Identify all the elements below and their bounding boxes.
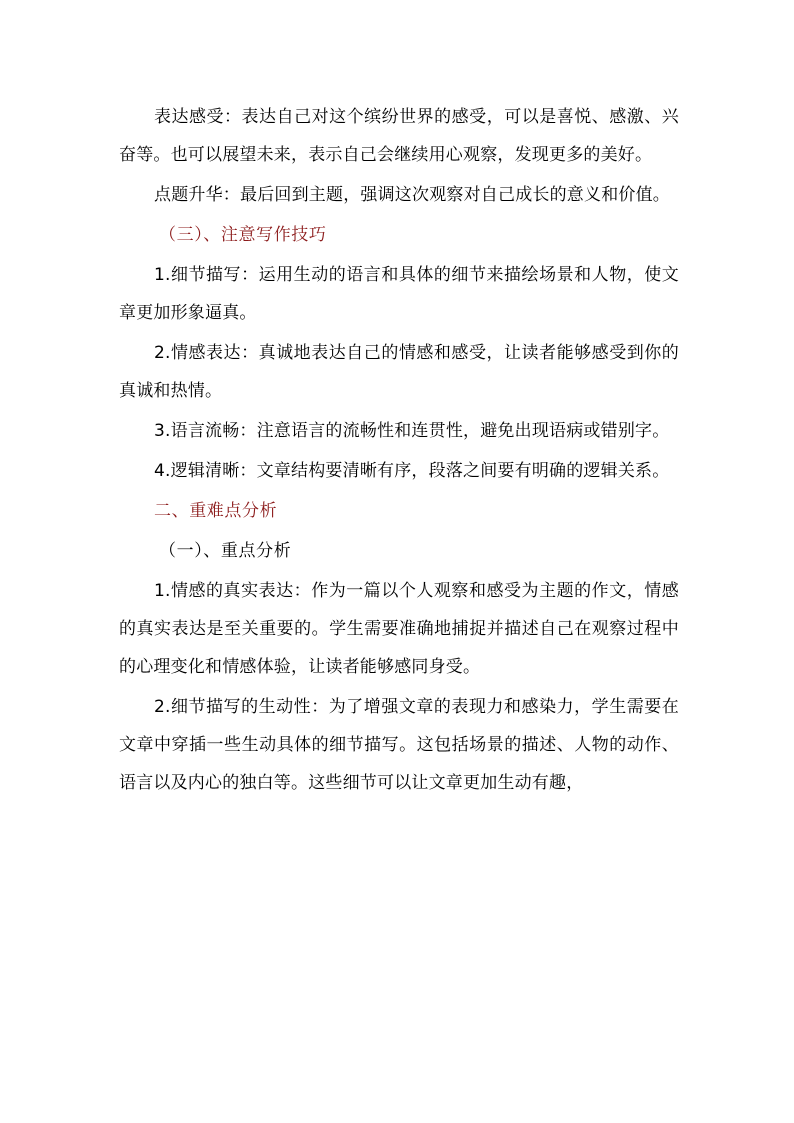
paragraph-theme-elevation: 点题升华：最后回到主题，强调这次观察对自己成长的意义和价值。 [154, 185, 670, 205]
paragraph-fluent-language: 3.语言流畅：注意语言的流畅性和连贯性，避免出现语病或错别字。 [154, 421, 670, 441]
paragraph-genuine-emotion: 1.情感的真实表达：作为一篇以个人观察和感受为主题的作文，情感的真实表达是至关重要的。学生需要准确地捕捉并描述自己在观察过程中的心理变化和情感体验，让读者能够感同身受。 [119, 581, 679, 677]
paragraph-vivid-details: 2.细节描写的生动性：为了增强文章的表现力和感染力，学生需要在文章中穿插一些生动具体的细节描写。这包括场景的描述、人物的动作、语言以及内心的独白等。这些细节可以让文章更加生动有趣， [119, 697, 679, 793]
section-heading-writing-skills: （三）、注意写作技巧 [159, 225, 327, 245]
paragraph-clear-logic: 4.逻辑清晰：文章结构要清晰有序，段落之间要有明确的逻辑关系。 [154, 461, 670, 481]
paragraph-detail-description: 1.细节描写：运用生动的语言和具体的细节来描绘场景和人物，使文章更加形象逼真。 [119, 265, 679, 323]
paragraph-express-feelings: 表达感受：表达自己对这个缤纷世界的感受，可以是喜悦、感激、兴奋等。也可以展望未来，表示自己会继续用心观察，发现更多的美好。 [119, 107, 679, 165]
subsection-heading-key-points: （一）、重点分析 [159, 541, 292, 561]
document-body [119, 98, 679, 804]
paragraph-emotion-expression: 2.情感表达：真诚地表达自己的情感和感受，让读者能够感受到你的真诚和热情。 [119, 343, 679, 401]
section-heading-key-difficulties: 二、重难点分析 [154, 501, 278, 521]
